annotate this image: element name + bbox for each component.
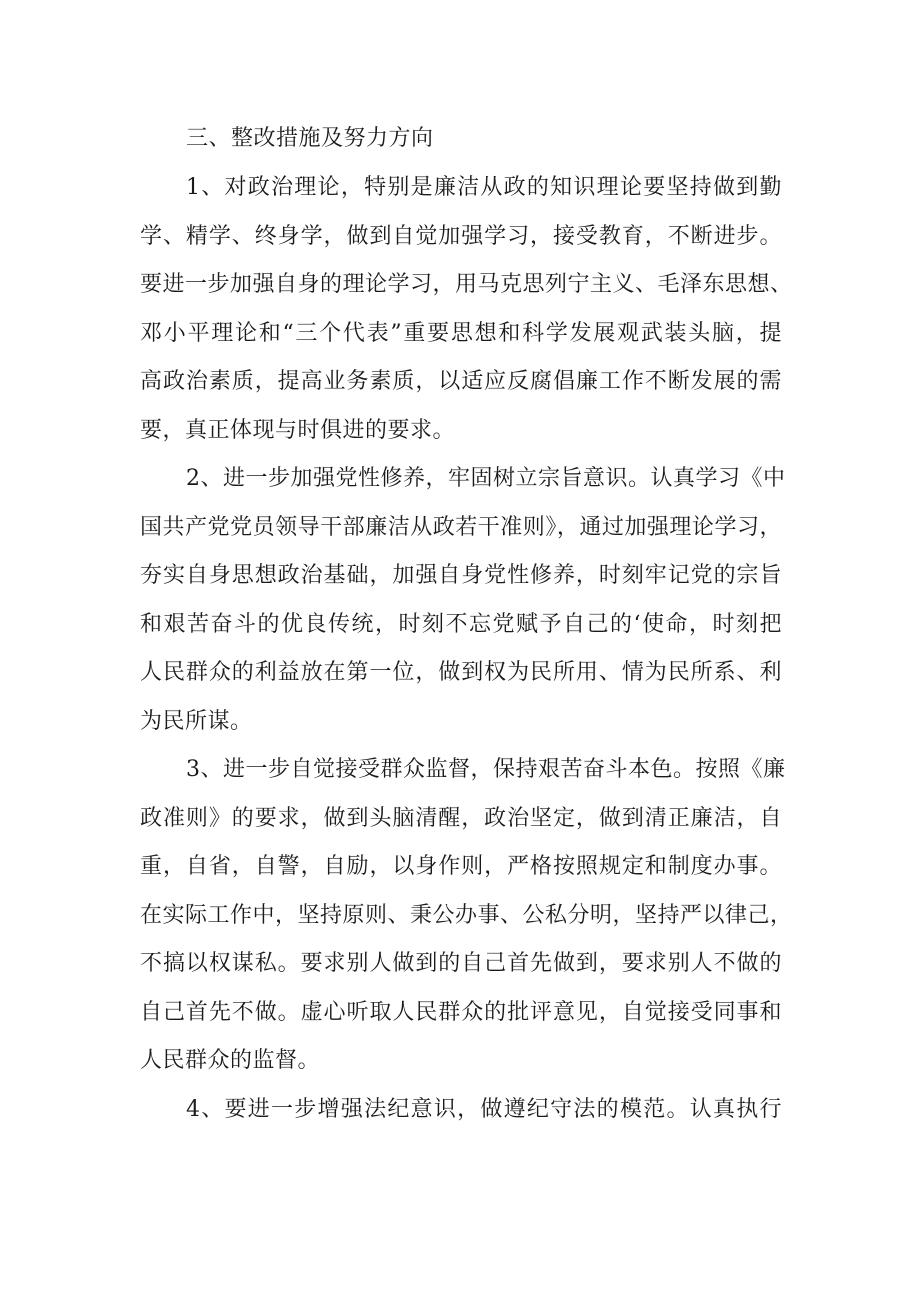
item-4-line-1: 4、要进一步增强法纪意识，做遵纪守法的模范。认真执行: [186, 1097, 782, 1122]
item-2-line-6: 为民所谋。: [140, 709, 253, 734]
item-3-line-1: 3、进一步自觉接受群众监督，保持艰苦奋斗本色。按照《廉: [186, 757, 786, 782]
item-3-line-7: 人民群众的监督。: [140, 1048, 321, 1073]
item-1-line-5: 高政治素质，提高业务素质，以适应反腐倡廉工作不断发展的需: [140, 369, 782, 394]
item-3-line-2: 政准则》的要求，做到头脑清醒，政治坚定，做到清正廉洁，自: [140, 806, 782, 831]
item-1-line-4: 邓小平理论和“三个代表”重要思想和科学发展观武装头脑，提: [140, 321, 782, 346]
section-heading: 三、整改措施及努力方向: [186, 126, 434, 151]
item-3-line-6: 自己首先不做。虚心听取人民群众的批评意见，自觉接受同事和: [140, 1000, 782, 1025]
item-3-line-4: 在实际工作中，坚持原则、秉公办事、公私分明，坚持严以律己，: [140, 903, 793, 928]
item-3-line-5: 不搞以权谋私。要求别人做到的自己首先做到，要求别人不做的: [140, 951, 782, 976]
item-1-line-6: 要，真正体现与时俱进的要求。: [140, 418, 456, 443]
item-3-line-3: 重，自省，自警，自励，以身作则，严格按照规定和制度办事。: [140, 854, 782, 879]
item-1-line-3: 要进一步加强自身的理论学习，用马克思列宁主义、毛泽东思想、: [140, 272, 793, 297]
item-2-line-3: 夯实自身思想政治基础，加强自身党性修养，时刻牢记党的宗旨: [140, 563, 782, 588]
item-2-line-4: 和艰苦奋斗的优良传统，时刻不忘党赋予自己的‘使命，时刻把: [140, 612, 782, 637]
item-2-line-2: 国共产党党员领导干部廉洁从政若干准则》，通过加强理论学习，: [140, 515, 782, 540]
item-1-line-1: 1、对政治理论，特别是廉洁从政的知识理论要坚持做到勤: [186, 175, 782, 200]
item-2-line-1: 2、进一步加强党性修养，牢固树立宗旨意识。认真学习《中: [186, 466, 786, 491]
item-1-line-2: 学、精学、终身学，做到自觉加强学习，接受教育，不断进步。: [140, 224, 782, 249]
item-2-line-5: 人民群众的利益放在第一位，做到权为民所用、情为民所系、利: [140, 660, 782, 685]
